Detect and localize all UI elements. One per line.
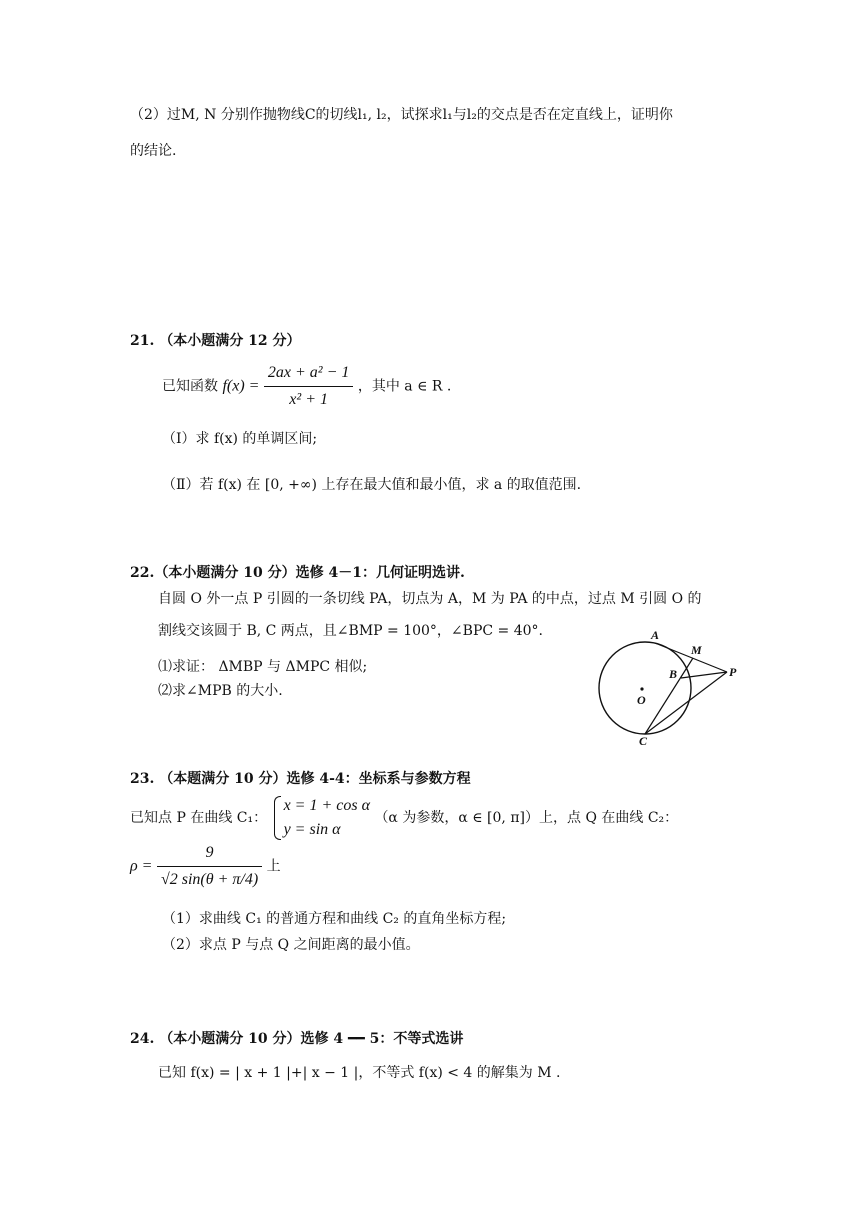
q23-sys-line2: y = sin α — [283, 821, 341, 838]
q21-function-line — [162, 362, 451, 411]
q23-rho-fraction — [157, 842, 262, 891]
q23-curve-line — [130, 794, 678, 842]
label-m: M — [691, 643, 702, 657]
circle-o — [599, 642, 691, 734]
q23-rho-numerator: 9 — [157, 842, 262, 867]
label-a: A — [651, 628, 660, 642]
q23-parametric-system — [272, 794, 370, 842]
q23-intro-a: 已知点 P 在曲线 C₁： — [130, 810, 268, 826]
q21-func-denominator: x² + 1 — [289, 391, 328, 408]
q23-part1: （1）求曲线 C₁ 的普通方程和曲线 C₂ 的直角坐标方程; — [162, 911, 507, 927]
q22-part1: ⑴求证： ΔMBP 与 ΔMPC 相似; — [158, 659, 368, 675]
q21-func-lhs: f(x) = — [222, 377, 260, 395]
q24-header: 24. （本小题满分 10 分）选修 4 ━━ 5：不等式选讲 — [130, 1031, 464, 1047]
segment-cp — [645, 672, 727, 734]
q22-line1: 自圆 O 外一点 P 引圆的一条切线 PA，切点为 A，M 为 PA 的中点，过点 M 引圆 O 的 — [158, 591, 702, 607]
q22-part2: ⑵求∠MPB 的大小. — [158, 683, 283, 699]
q23-part2: （2）求点 P 与点 Q 之间距离的最小值。 — [162, 937, 420, 953]
q21-header: 21. （本小题满分 12 分） — [130, 333, 301, 349]
q21-part2: （Ⅱ）若 f(x) 在 [0, +∞) 上存在最大值和最小值，求 a 的取值范围. — [162, 477, 582, 493]
circle-tangent-figure — [585, 628, 755, 748]
q23-rho-line — [130, 842, 281, 891]
label-c: C — [639, 734, 648, 748]
q21-intro-tail: ，其中 a ∈ R . — [357, 378, 452, 395]
q21-part1: （Ⅰ）求 f(x) 的单调区间; — [162, 431, 318, 447]
q22-line2: 割线交该圆于 B, C 两点，且∠BMP = 100°，∠BPC = 40°. — [158, 623, 543, 639]
q21-func-fraction — [264, 362, 354, 411]
q20-part2-line2: 的结论. — [130, 143, 177, 159]
q21-func-numerator: 2ax + a² − 1 — [264, 362, 354, 387]
center-point — [640, 687, 643, 690]
label-b: B — [669, 667, 678, 681]
q23-rho-tail: 上 — [266, 858, 281, 875]
q23-intro-b: （α 为参数，α ∈ [0, π]）上，点 Q 在曲线 C₂： — [374, 810, 679, 826]
q23-header: 23. （本题满分 10 分）选修 4-4：坐标系与参数方程 — [130, 771, 471, 787]
q23-rho-denominator: √2 sin(θ + π/4) — [160, 871, 259, 888]
q24-line1: 已知 f(x) = | x + 1 |+| x − 1 |，不等式 f(x) < 4 的解集为 M . — [158, 1065, 561, 1081]
q21-intro: 已知函数 — [162, 378, 218, 395]
label-o: O — [637, 693, 646, 707]
q23-rho-lhs: ρ = — [130, 857, 153, 875]
q23-sys-line1: x = 1 + cos α — [283, 797, 370, 814]
q20-part2-line1: （2）过M, N 分别作抛物线C的切线l₁, l₂，试探求l₁与l₂的交点是否在定直线上，证明你 — [130, 107, 673, 123]
label-p: P — [729, 665, 737, 679]
q22-header: 22.（本小题满分 10 分）选修 4－1：几何证明选讲. — [130, 565, 465, 581]
